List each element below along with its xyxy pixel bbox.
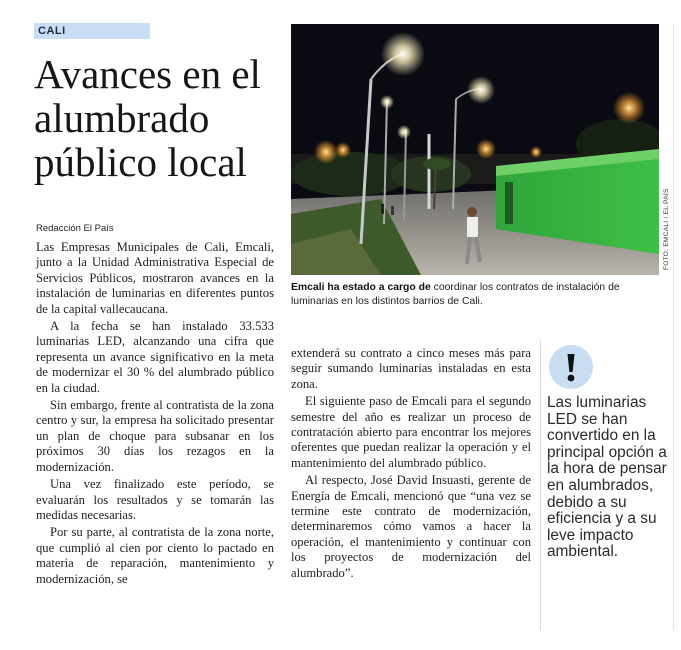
caption-lead: Emcali ha estado a cargo de <box>291 282 431 293</box>
sidebar-divider <box>540 340 541 630</box>
paragraph: Al respecto, José David Insuasti, gerente de Energía de Emcali, mencionó que “una vez se termine este contrato de modernización, determinaremos cómo vamos a hacer la operación, el mantenimiento y continuar con los proyectos de modernización del alumbrado”. <box>291 473 531 580</box>
street-lights-scene <box>291 24 659 275</box>
paragraph: A la fecha se han instalado 33.533 luminarias LED, alcanzando una cifra que representa un avance significativo en la meta de modernizar el 30 % del alumbrado público en la ciudad. <box>36 319 274 395</box>
article-column-2 <box>291 346 531 583</box>
headline: Avances en el alumbrado público local <box>34 51 261 185</box>
sidebar-quote: Las luminarias LED se han convertido en la principal opción a la hora de pensar en alumbrados, debido a su eficiencia y a su leve impacto ambiental. <box>547 394 667 561</box>
paragraph: extenderá su contrato a cinco meses más para seguir sumando luminarias instaladas en esta zona. <box>291 346 531 391</box>
byline: Redacción El País <box>36 223 114 234</box>
photo-caption <box>291 281 661 309</box>
section-tag: CALI <box>34 23 150 39</box>
paragraph: Una vez finalizado este período, se evaluarán los resultados y se tomarán las medidas necesarias. <box>36 477 274 522</box>
article-column-1 <box>36 240 274 589</box>
news-photo <box>291 24 659 275</box>
caption-text: coordinar los contratos de instalación de luminarias en los distintos barrios de Cali. <box>291 282 620 307</box>
exclamation-icon <box>549 345 593 389</box>
paragraph: Las Empresas Municipales de Cali, Emcali, junto a la Unidad Administrativa Especial de Servicios Públicos, mostraron avances en la instalación de luminarias en diferentes puntos de la capital vallecaucana. <box>36 240 274 316</box>
paragraph: El siguiente paso de Emcali para el segundo semestre del año es realizar un proceso de contratación abierto para encontrar los mejores oferentes que puedan realizar la operación y el mantenimiento del alumbrado público. <box>291 394 531 470</box>
paragraph: Por su parte, al contratista de la zona norte, que cumplió al cien por ciento lo pactado en materia de reparación, mantenimiento y modernización, se <box>36 525 274 586</box>
photo-credit: FOTO: EMCALI / EL PAÍS <box>663 188 670 270</box>
paragraph: Sin embargo, frente al contratista de la zona centro y sur, la empresa ha solicitado presentar un plan de choque para subsanar en los próximos 30 días los rezagos en la modernización. <box>36 398 274 474</box>
